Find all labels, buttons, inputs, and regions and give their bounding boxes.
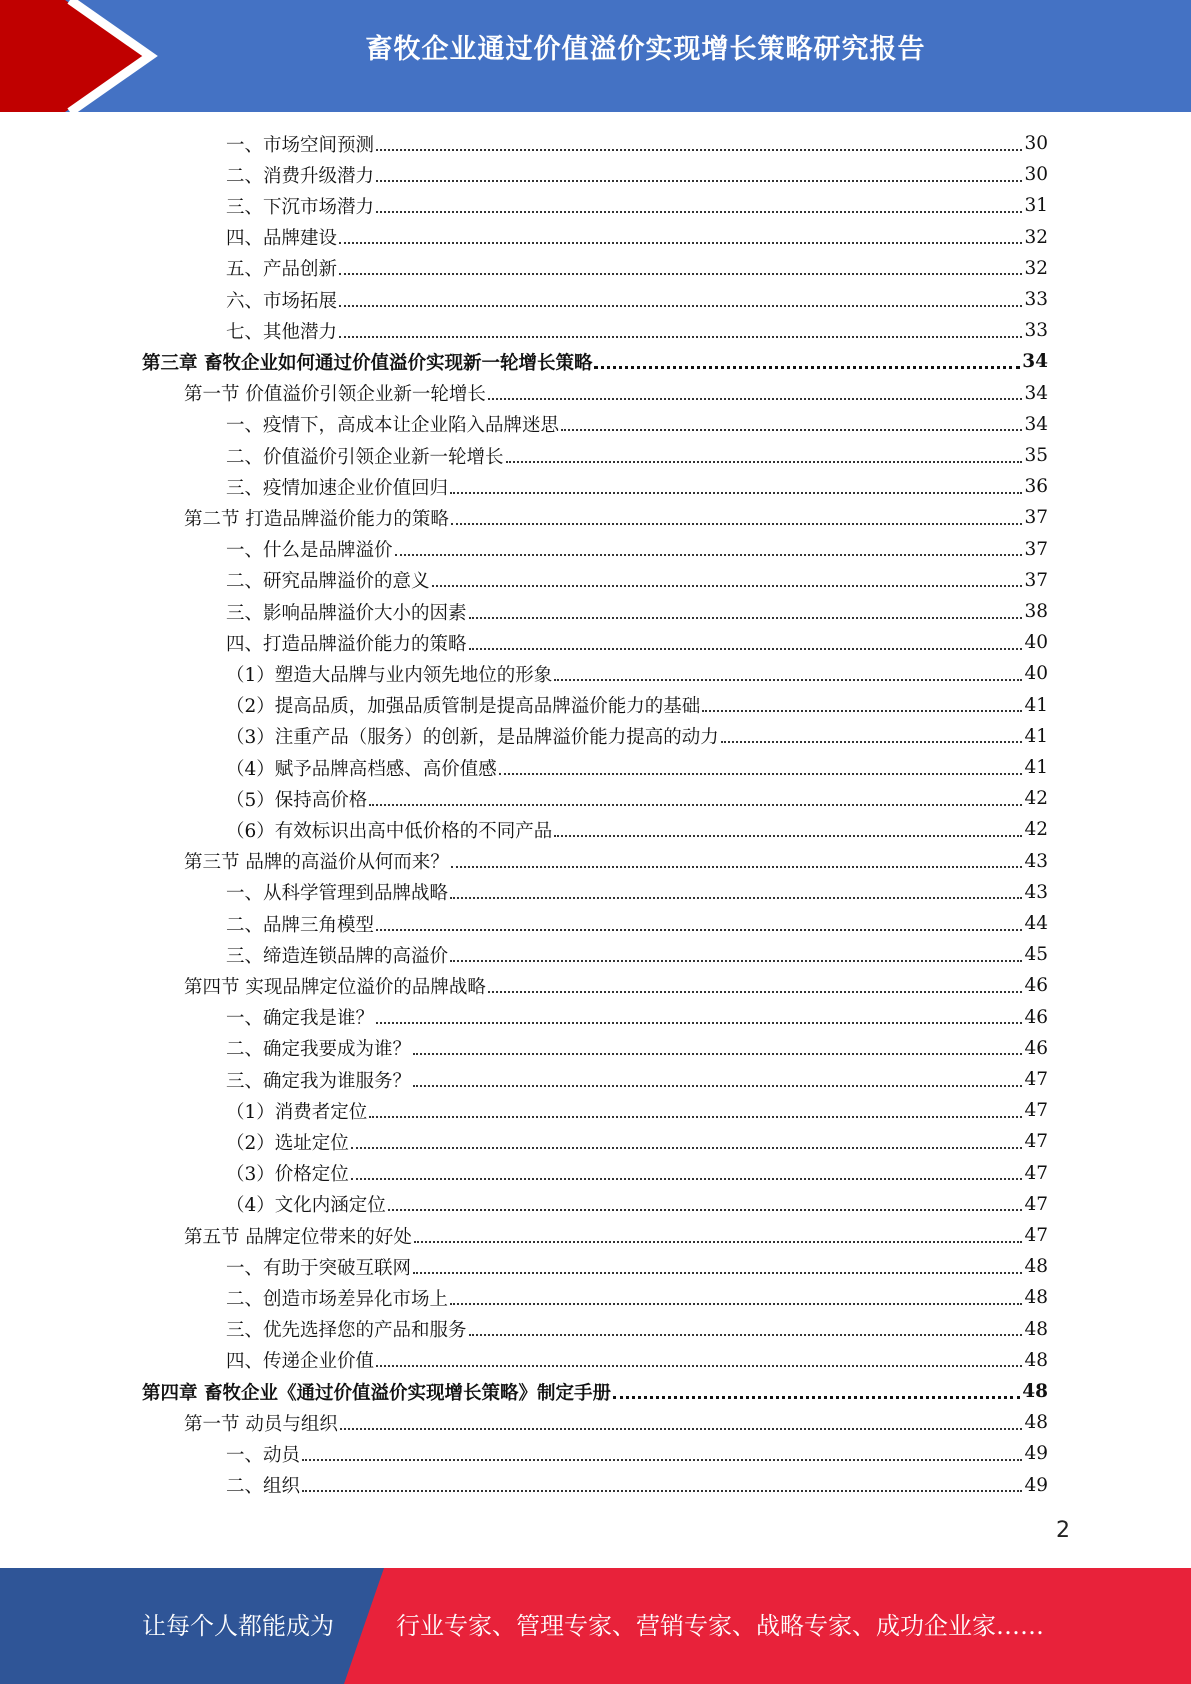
- toc-entry-title: 四、传递企业价值: [226, 1351, 375, 1373]
- toc-entry-page: 30: [1024, 164, 1048, 186]
- toc-item-entry[interactable]: [226, 627, 1048, 658]
- toc-item-entry[interactable]: [226, 1251, 1048, 1282]
- toc-entry-page: 49: [1024, 1443, 1048, 1465]
- toc-entry-page: 37: [1024, 507, 1048, 529]
- toc-dot-leader: [450, 944, 1022, 962]
- toc-entry-title: （3）注重产品（服务）的创新，是品牌溢价能力提高的动力: [226, 727, 719, 749]
- toc-entry-page: 33: [1024, 320, 1048, 342]
- toc-entry-title: 二、研究品牌溢价的意义: [226, 571, 430, 593]
- toc-section-entry[interactable]: [184, 1220, 1048, 1251]
- toc-item-entry[interactable]: [226, 1189, 1048, 1220]
- toc-dot-leader: [432, 569, 1023, 587]
- toc-dot-leader: [376, 1006, 1022, 1024]
- toc-entry-page: 40: [1024, 663, 1048, 685]
- toc-item-entry[interactable]: [226, 471, 1048, 502]
- toc-entry-page: 47: [1024, 1131, 1048, 1153]
- toc-entry-title: 五、产品创新: [226, 259, 338, 281]
- toc-chapter-entry[interactable]: [142, 1376, 1048, 1407]
- page-footer: [0, 1568, 1191, 1684]
- toc-entry-title: 一、有助于突破互联网: [226, 1257, 412, 1279]
- toc-entry-page: 31: [1024, 195, 1048, 217]
- toc-dot-leader: [413, 1069, 1022, 1087]
- toc-entry-title: （4）文化内涵定位: [226, 1195, 386, 1217]
- toc-dot-leader: [376, 1349, 1022, 1367]
- toc-entry-page: 37: [1024, 569, 1048, 591]
- footer-slogan-left: 让每个人都能成为: [142, 1612, 334, 1640]
- toc-entry-title: 三、疫情加速企业价值回归: [226, 477, 449, 499]
- toc-entry-page: 42: [1024, 788, 1048, 810]
- toc-item-entry[interactable]: [226, 783, 1048, 814]
- toc-entry-page: 48: [1024, 1318, 1048, 1340]
- toc-dot-leader: [339, 257, 1022, 275]
- toc-entry-page: 34: [1024, 382, 1048, 404]
- toc-chapter-entry[interactable]: [142, 346, 1048, 377]
- toc-item-entry[interactable]: [226, 1126, 1048, 1157]
- toc-section-entry[interactable]: [184, 970, 1048, 1001]
- toc-entry-page: 47: [1024, 1193, 1048, 1215]
- toc-entry-page: 34: [1024, 413, 1048, 435]
- toc-entry-title: （1）塑造大品牌与业内领先地位的形象: [226, 664, 553, 686]
- toc-item-entry[interactable]: [226, 1002, 1048, 1033]
- toc-item-entry[interactable]: [226, 1158, 1048, 1189]
- toc-item-entry[interactable]: [226, 877, 1048, 908]
- toc-dot-leader: [450, 1287, 1022, 1305]
- toc-entry-page: 32: [1024, 257, 1048, 279]
- toc-dot-leader: [339, 320, 1022, 338]
- toc-entry-title: （2）选址定位: [226, 1132, 349, 1154]
- toc-entry-page: 48: [1024, 1412, 1048, 1434]
- toc-item-entry[interactable]: [226, 1064, 1048, 1095]
- toc-dot-leader: [395, 538, 1023, 556]
- toc-item-entry[interactable]: [226, 253, 1048, 284]
- toc-entry-page: 36: [1024, 476, 1048, 498]
- toc-item-entry[interactable]: [226, 315, 1048, 346]
- toc-dot-leader: [469, 632, 1023, 650]
- toc-dot-leader: [302, 1443, 1022, 1461]
- toc-entry-title: 第三章 畜牧企业如何通过价值溢价实现新一轮增长策略: [142, 352, 593, 374]
- toc-dot-leader: [721, 725, 1023, 743]
- toc-item-entry[interactable]: [226, 284, 1048, 315]
- toc-dot-leader: [376, 913, 1022, 931]
- toc-item-entry[interactable]: [226, 1314, 1048, 1345]
- toc-section-entry[interactable]: [184, 1407, 1048, 1438]
- toc-item-entry[interactable]: [226, 534, 1048, 565]
- toc-entry-page: 42: [1024, 819, 1048, 841]
- toc-entry-page: 43: [1024, 850, 1048, 872]
- toc-dot-leader: [339, 226, 1022, 244]
- toc-entry-page: 43: [1024, 881, 1048, 903]
- toc-dot-leader: [554, 819, 1022, 837]
- toc-section-entry[interactable]: [184, 378, 1048, 409]
- toc-item-entry[interactable]: [226, 752, 1048, 783]
- toc-item-entry[interactable]: [226, 222, 1048, 253]
- toc-item-entry[interactable]: [226, 939, 1048, 970]
- toc-entry-title: 第一节 价值溢价引领企业新一轮增长: [184, 384, 486, 406]
- toc-item-entry[interactable]: [226, 908, 1048, 939]
- toc-entry-page: 35: [1024, 445, 1048, 466]
- toc-dot-leader: [340, 1412, 1023, 1430]
- toc-item-entry[interactable]: [226, 1438, 1048, 1469]
- toc-entry-title: 第二节 打造品牌溢价能力的策略: [184, 508, 449, 530]
- toc-dot-leader: [388, 1193, 1023, 1211]
- toc-dot-leader: [376, 133, 1022, 151]
- toc-entry-title: 一、从科学管理到品牌战略: [226, 883, 449, 905]
- toc-entry-page: 48: [1024, 1256, 1048, 1278]
- toc-dot-leader: [488, 382, 1023, 400]
- toc-item-entry[interactable]: [226, 814, 1048, 845]
- toc-dot-leader: [351, 1131, 1023, 1149]
- toc-entry-page: 44: [1024, 913, 1048, 934]
- toc-dot-leader: [450, 881, 1022, 899]
- toc-item-entry[interactable]: [226, 1095, 1048, 1126]
- toc-dot-leader: [351, 1162, 1023, 1180]
- toc-item-entry[interactable]: [226, 440, 1048, 471]
- toc-entry-page: 41: [1024, 725, 1048, 747]
- report-title: 畜牧企业通过价值溢价实现增长策略研究报告: [365, 34, 926, 65]
- toc-entry-page: 37: [1024, 538, 1048, 560]
- toc-item-entry[interactable]: [226, 596, 1048, 627]
- toc-dot-leader: [554, 663, 1022, 681]
- toc-entry-page: 46: [1024, 975, 1048, 997]
- page-number: 2: [1056, 1518, 1070, 1543]
- toc-dot-leader: [594, 350, 1020, 369]
- page-header: [0, 0, 1191, 112]
- toc-item-entry[interactable]: [226, 658, 1048, 689]
- toc-entry-title: 二、确定我要成为谁？: [226, 1039, 412, 1061]
- toc-section-entry[interactable]: [184, 846, 1048, 877]
- toc-entry-title: 三、影响品牌溢价大小的因素: [226, 602, 467, 624]
- toc-dot-leader: [376, 164, 1022, 182]
- toc-entry-title: （2）提高品质，加强品质管制是提高品牌溢价能力的基础: [226, 696, 701, 718]
- toc-entry-page: 41: [1024, 757, 1048, 778]
- toc-entry-page: 30: [1024, 133, 1048, 154]
- toc-dot-leader: [369, 788, 1022, 806]
- toc-entry-page: 45: [1024, 944, 1048, 966]
- toc-item-entry[interactable]: [226, 1470, 1048, 1501]
- toc-section-entry[interactable]: [184, 502, 1048, 533]
- toc-entry-title: （3）价格定位: [226, 1164, 349, 1186]
- toc-entry-page: 47: [1024, 1225, 1048, 1246]
- toc-item-entry[interactable]: [226, 690, 1048, 721]
- toc-dot-leader: [561, 413, 1022, 431]
- toc-dot-leader: [339, 289, 1022, 307]
- toc-entry-page: 47: [1024, 1069, 1048, 1090]
- toc-entry-page: 33: [1024, 289, 1048, 310]
- toc-entry-title: 二、价值溢价引领企业新一轮增长: [226, 446, 504, 468]
- toc-entry-title: 四、打造品牌溢价能力的策略: [226, 633, 467, 655]
- toc-item-entry[interactable]: [226, 159, 1048, 190]
- toc-entry-page: 32: [1024, 226, 1048, 248]
- toc-item-entry[interactable]: [226, 1033, 1048, 1064]
- toc-entry-page: 49: [1024, 1474, 1048, 1496]
- toc-dot-leader: [450, 476, 1022, 494]
- toc-entry-title: （4）赋予品牌高档感、高价值感: [226, 758, 497, 780]
- toc-dot-leader: [413, 1037, 1022, 1055]
- toc-entry-page: 47: [1024, 1162, 1048, 1184]
- toc-entry-title: 一、疫情下，高成本让企业陷入品牌迷思: [226, 415, 560, 437]
- toc-entry-page: 48: [1024, 1287, 1048, 1309]
- toc-entry-title: 第一节 动员与组织: [184, 1413, 338, 1435]
- toc-entry-title: 三、缔造连锁品牌的高溢价: [226, 945, 449, 967]
- toc-dot-leader: [469, 1318, 1023, 1336]
- toc-entry-title: 二、消费升级潜力: [226, 165, 375, 187]
- toc-dot-leader: [506, 445, 1023, 463]
- toc-entry-title: 第四节 实现品牌定位溢价的品牌战略: [184, 976, 486, 998]
- toc-item-entry[interactable]: [226, 190, 1048, 221]
- toc-entry-page: 38: [1024, 601, 1048, 622]
- toc-entry-title: 三、确定我为谁服务？: [226, 1070, 412, 1092]
- toc-item-entry[interactable]: [226, 409, 1048, 440]
- toc-entry-title: （6）有效标识出高中低价格的不同产品: [226, 820, 553, 842]
- toc-item-entry[interactable]: [226, 1345, 1048, 1376]
- toc-entry-title: 四、品牌建设: [226, 228, 338, 250]
- toc-item-entry[interactable]: [226, 565, 1048, 596]
- toc-dot-leader: [469, 601, 1023, 619]
- toc-entry-page: 46: [1024, 1006, 1048, 1028]
- toc-entry-title: （5）保持高价格: [226, 789, 368, 811]
- toc-entry-title: 第五节 品牌定位带来的好处: [184, 1226, 412, 1248]
- toc-entry-title: 第三节 品牌的高溢价从何而来？: [184, 852, 449, 874]
- footer-slogan-right: 行业专家、管理专家、营销专家、战略专家、成功企业家……: [396, 1612, 1044, 1640]
- toc-entry-title: 三、优先选择您的产品和服务: [226, 1320, 467, 1342]
- toc-entry-page: 48: [1024, 1349, 1048, 1371]
- toc-entry-page: 47: [1024, 1100, 1048, 1122]
- toc-entry-title: 七、其他潜力: [226, 321, 338, 343]
- toc-entry-page: 41: [1024, 694, 1048, 716]
- toc-dot-leader: [488, 975, 1023, 993]
- toc-entry-title: 一、什么是品牌溢价: [226, 540, 393, 562]
- toc-entry-title: 三、下沉市场潜力: [226, 196, 375, 218]
- toc-entry-page: 46: [1024, 1037, 1048, 1059]
- toc-item-entry[interactable]: [226, 128, 1048, 159]
- toc-dot-leader: [451, 850, 1023, 868]
- toc-entry-title: 第四章 畜牧企业《通过价值溢价实现增长策略》制定手册: [142, 1382, 611, 1404]
- toc-dot-leader: [613, 1380, 1020, 1399]
- toc-dot-leader: [499, 757, 1023, 775]
- toc-dot-leader: [702, 694, 1022, 712]
- toc-entry-page: 48: [1022, 1381, 1048, 1402]
- toc-entry-title: 一、动员: [226, 1444, 301, 1466]
- toc-entry-title: 二、组织: [226, 1476, 301, 1498]
- toc-item-entry[interactable]: [226, 721, 1048, 752]
- toc-dot-leader: [451, 507, 1023, 525]
- toc-entry-page: 40: [1024, 632, 1048, 654]
- toc-item-entry[interactable]: [226, 1282, 1048, 1313]
- toc-entry-title: 一、确定我是谁？: [226, 1008, 375, 1030]
- toc-entry-title: 二、创造市场差异化市场上: [226, 1288, 449, 1310]
- toc-dot-leader: [376, 195, 1022, 213]
- toc-entry-title: （1）消费者定位: [226, 1101, 368, 1123]
- toc-dot-leader: [369, 1100, 1022, 1118]
- toc-entry-title: 二、品牌三角模型: [226, 914, 375, 936]
- toc-dot-leader: [302, 1474, 1022, 1492]
- toc-entry-title: 一、市场空间预测: [226, 134, 375, 156]
- toc-dot-leader: [413, 1256, 1022, 1274]
- toc-entry-page: 34: [1022, 351, 1048, 373]
- toc-dot-leader: [414, 1225, 1023, 1243]
- toc-entry-title: 六、市场拓展: [226, 290, 338, 312]
